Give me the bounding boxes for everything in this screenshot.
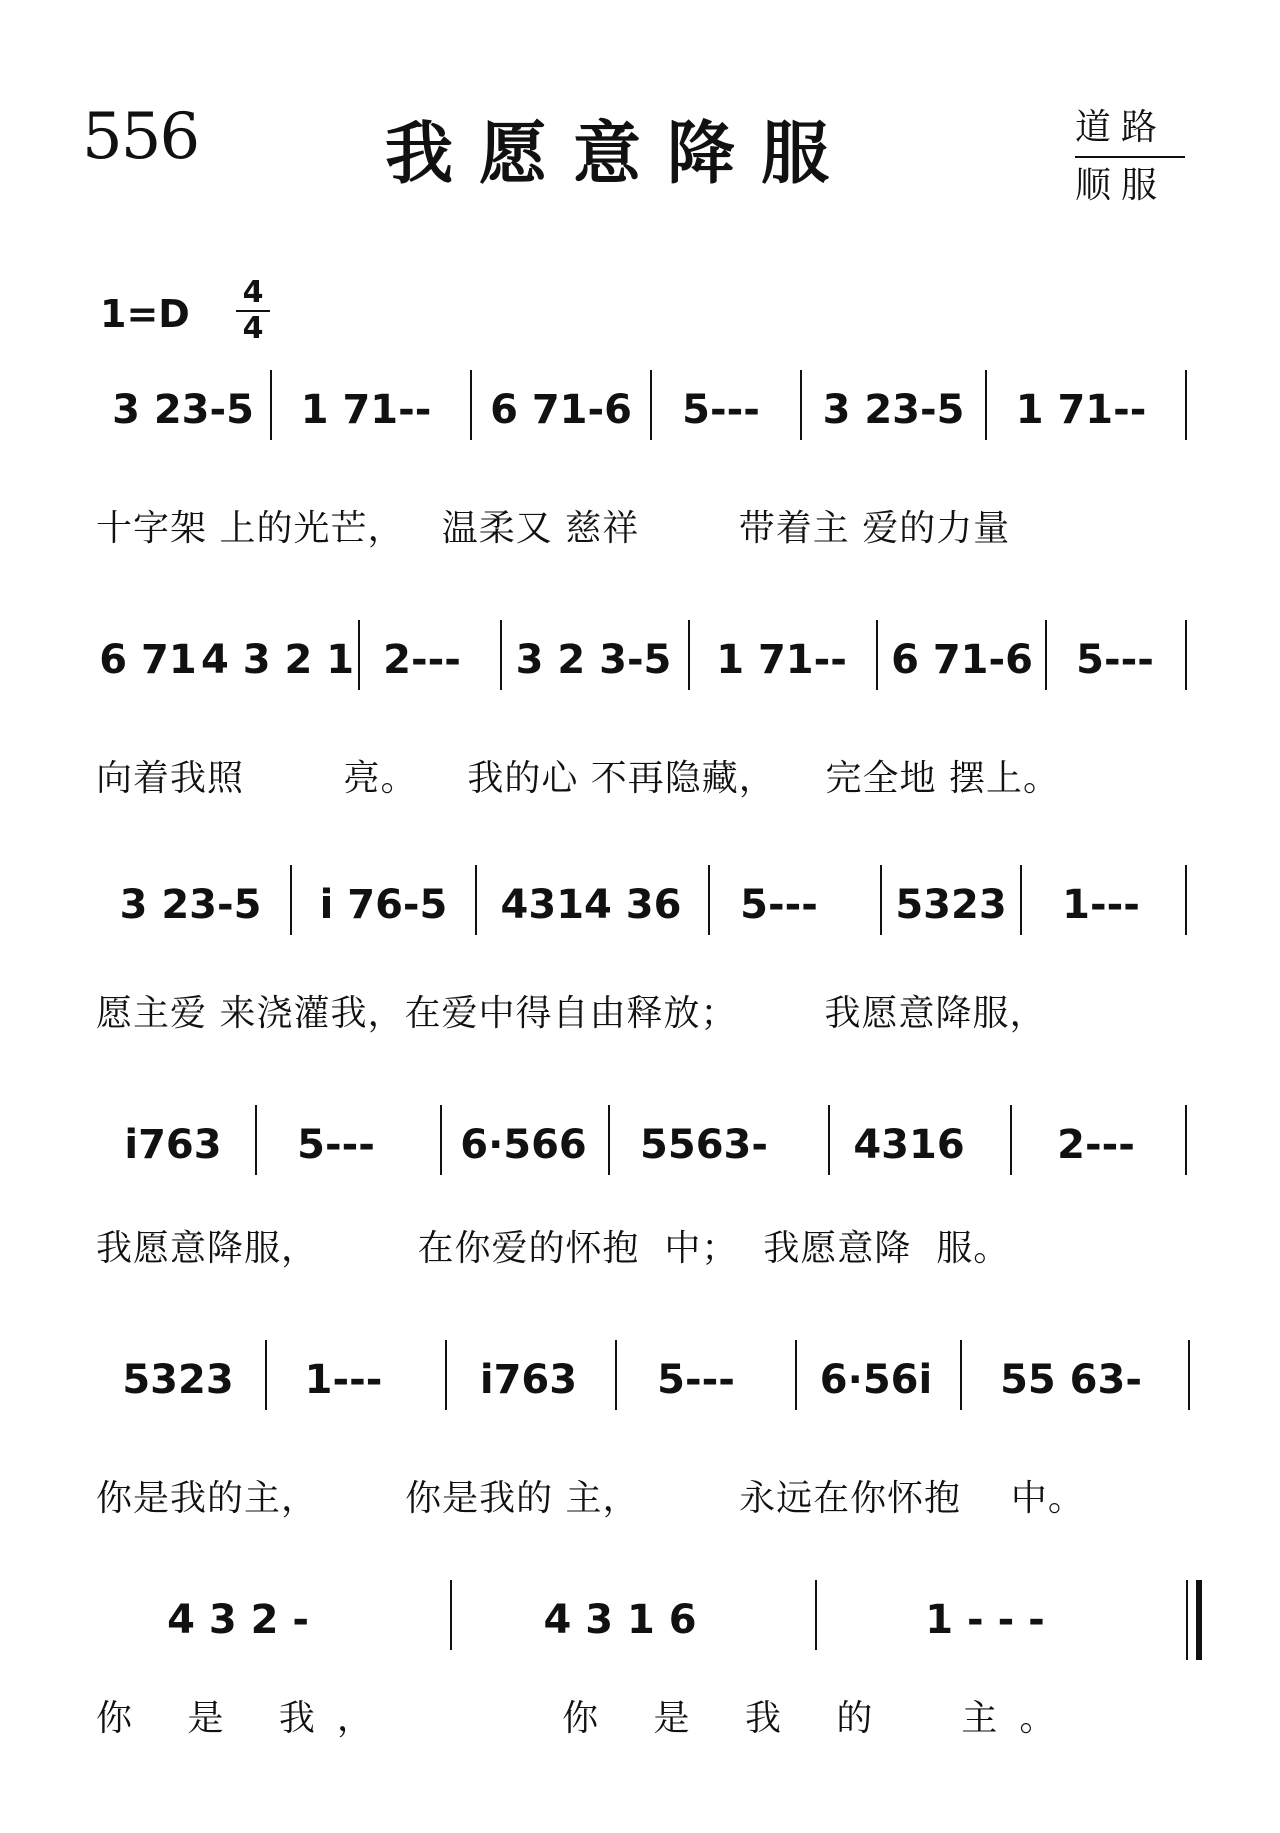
barline [650, 370, 652, 440]
measure: i763 [479, 1357, 578, 1403]
category-bottom: 顺服 [1075, 165, 1168, 206]
barline [608, 1105, 610, 1175]
barline [1045, 620, 1047, 690]
measure: 6·566 [460, 1122, 587, 1168]
category-top: 道路 [1075, 100, 1185, 158]
barline [358, 620, 360, 690]
time-signature [236, 276, 270, 346]
barline [1185, 370, 1187, 440]
measure: 55 63- [1000, 1357, 1142, 1403]
measure: 3 23-5 [119, 882, 262, 928]
barline [445, 1340, 447, 1410]
barline [290, 865, 292, 935]
measure: 3 23-5 [822, 387, 965, 433]
lyric-line-6: 你 是 我， 你 是 我 的 主。 [96, 1698, 1078, 1739]
measure: 1--- [1062, 882, 1140, 928]
measure: 4 3 2 1 [200, 637, 355, 683]
lyric-line-5: 你是我的主， 你是我的 主， 永远在你怀抱 中。 [96, 1478, 1085, 1519]
measure: 5323 [122, 1357, 234, 1403]
score-row-6 [0, 1580, 1280, 1680]
measure: 1 - - - [925, 1597, 1045, 1643]
barline [688, 620, 690, 690]
measure: 1 71-- [300, 387, 432, 433]
measure: i 76-5 [319, 882, 448, 928]
measure: 1--- [304, 1357, 383, 1403]
hymn-title: 我愿意降服 [385, 115, 856, 194]
measure: 5--- [657, 1357, 735, 1403]
score-row-1 [0, 370, 1280, 470]
measure: i763 [124, 1122, 222, 1168]
measure: 5323 [895, 882, 1007, 928]
measure: 6 71-6 [490, 387, 632, 433]
score-row-3 [0, 865, 1280, 965]
barline [1185, 865, 1187, 935]
barline [255, 1105, 257, 1175]
barline [960, 1340, 962, 1410]
barline [615, 1340, 617, 1410]
score-row-2 [0, 620, 1280, 720]
barline [795, 1340, 797, 1410]
measure: 1 71-- [716, 637, 847, 683]
hymn-number: 556 [82, 100, 199, 174]
barline [500, 620, 502, 690]
barline [1010, 1105, 1012, 1175]
measure: 3 2 3-5 [515, 637, 672, 683]
measure: 5--- [297, 1122, 375, 1168]
barline [880, 865, 882, 935]
score-row-4 [0, 1105, 1280, 1205]
barline [1020, 865, 1022, 935]
key-signature: 1=D [100, 292, 190, 336]
barline [470, 370, 472, 440]
measure: 5--- [682, 387, 760, 433]
final-barline [1196, 1580, 1202, 1660]
barline [440, 1105, 442, 1175]
measure: 5--- [1076, 637, 1154, 683]
measure: 2--- [1057, 1122, 1135, 1168]
barline [1188, 1340, 1190, 1410]
lyric-line-4: 我愿意降服， 在你爱的怀抱 中； 我愿意降 服。 [96, 1228, 1011, 1269]
lyric-line-1: 十字架 上的光芒， 温柔又 慈祥 带着主 爱的力量 [96, 508, 1011, 549]
barline [450, 1580, 452, 1650]
barline [270, 370, 272, 440]
measure: 5563- [640, 1122, 768, 1168]
measure: 2--- [383, 637, 461, 683]
measure: 5--- [740, 882, 818, 928]
barline [985, 370, 987, 440]
barline [475, 865, 477, 935]
measure: 4 3 1 6 [543, 1597, 697, 1643]
time-signature-top: 4 [242, 275, 264, 310]
measure: 6 71-6 [891, 637, 1033, 683]
measure: 1 71-- [1015, 387, 1147, 433]
lyric-line-2: 向着我照 亮。 我的心 不再隐藏， 完全地 摆上。 [96, 758, 1060, 799]
barline [1185, 620, 1187, 690]
barline [708, 865, 710, 935]
category-label [1075, 100, 1185, 214]
time-signature-bottom: 4 [236, 310, 270, 346]
measure: 4314 36 [500, 882, 682, 928]
measure: 3 23-5 [112, 387, 254, 433]
measure: 6 71 [99, 637, 197, 683]
measure: 4 3 2 - [167, 1597, 309, 1643]
barline [876, 620, 878, 690]
barline [265, 1340, 267, 1410]
barline [828, 1105, 830, 1175]
measure: 4316 [853, 1122, 965, 1168]
lyric-line-3: 愿主爱 来浇灌我，在爱中得自由释放； 我愿意降服， [96, 993, 1047, 1034]
barline [800, 370, 802, 440]
score-row-5 [0, 1340, 1280, 1440]
barline [1185, 1105, 1187, 1175]
barline [815, 1580, 817, 1650]
measure: 6·56i [819, 1357, 933, 1403]
